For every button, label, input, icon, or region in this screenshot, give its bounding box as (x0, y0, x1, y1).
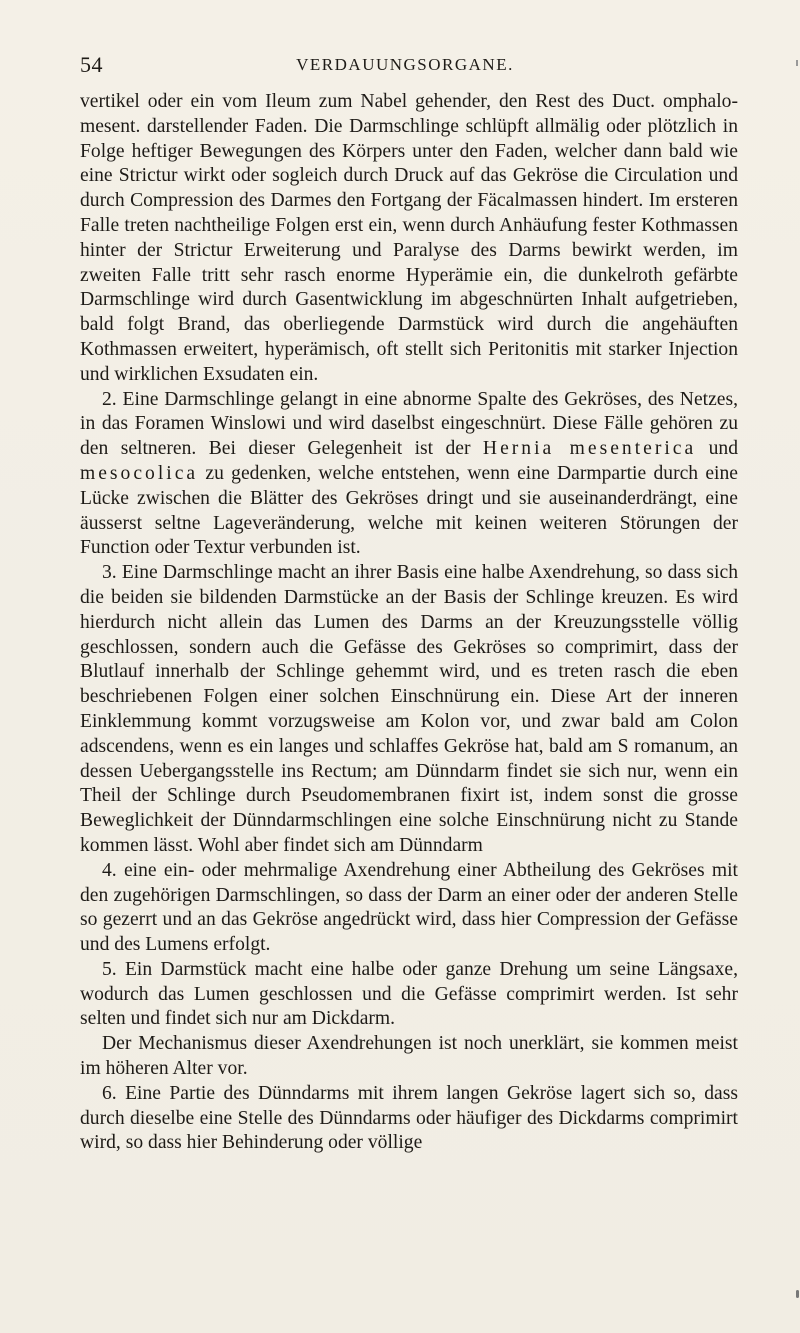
scan-speck (796, 1290, 799, 1298)
text-run: 3. Eine Darmschlinge macht an ihrer Basis eine halbe Axendrehung, so dass sich die beiden sie bildenden Darmstücke an der Basis der Schlinge kreuzen. Es wird hierdurch nicht allein das Lumen des Darms an der Kreuzungsstelle völlig geschlossen, sondern auch die Gefässe des Gekröses so comprimirt, dass der Blutlauf innerhalb der Schlinge gehemmt wird, und es treten rasch die eben beschriebenen Folgen einer solchen Einschnürung ein. Diese Art der inneren Einklemmung kommt vorzugsweise am Kolon vor, und zwar bald am Colon adscendens, wenn es ein langes und schlaffes Gekröse hat, bald am S romanum, an dessen Uebergangsstelle ins Rectum; am Dünndarm findet sie sich nur, wenn ein Theil der Schlinge durch Pseudomembranen fixirt ist, indem sonst die grosse Beweglichkeit der Dünndarmschlingen eine solche Einschnürung nicht zu Stande kommen lässt. Wohl aber findet sich am Dünndarm (80, 562, 738, 856)
text-run: zu gedenken, welche entstehen, wenn eine Darmpartie durch eine Lücke zwischen die Blätter des Gekröses dringt und sie auseinanderdrängt, eine äusserst seltne Lageveränderung, welche mit keinen weiteren Störungen der Function oder Textur verbunden ist. (80, 462, 738, 559)
running-head: VERDAUUNGSORGANE. (296, 55, 514, 74)
text-run: vertikel oder ein vom Ileum zum Nabel gehender, den Rest des Duct. omphalo-mesent. darstellender Faden. Die Darmschlinge schlüpft allmälig oder plötzlich in Folge heftiger Bewegungen des Körpers unter den Faden, welcher dann bald wie eine Strictur wirkt oder sogleich durch Druck auf das Gekröse die Circulation und durch Compression des Darmes den Fortgang der Fäcalmassen hindert. Im ersteren Falle treten nachtheilige Folgen erst ein, wenn durch Anhäufung fester Kothmassen hinter der Strictur Erweiterung und Paralyse des Darms bewirkt werden, im zweiten Falle tritt sehr rasch enorme Hyperämie ein, die dunkelroth gefärbte Darmschlinge wird durch Gasentwicklung im abgeschnürten Inhalt aufgetrieben, bald folgt Brand, das oberliegende Darmstück wird durch die angehäuften Kothmassen erweitert, hyperämisch, oft stellt sich Peritonitis mit starker Injection und wirklichen Exsudaten ein. (80, 91, 738, 385)
page-header (80, 52, 730, 82)
paragraph-item-5 (80, 958, 738, 1032)
paragraph-continuation (80, 90, 738, 388)
spaced-term-mesocolica: mesocolica (80, 462, 199, 484)
spaced-term-hernia-mesenterica: Hernia mesenterica (482, 438, 697, 460)
text-run: 5. Ein Darmstück macht eine halbe oder ganze Drehung um seine Längsaxe, wodurch das Lumen geschlossen und die Gefässe comprimirt werden. Ist sehr selten und findet sich nur am Dickdarm. (80, 958, 738, 1030)
text-run: 6. Eine Partie des Dünndarms mit ihrem langen Gekröse lagert sich so, dass durch dieselbe eine Stelle des Dünndarms oder häufiger des Dickdarms comprimirt wird, so dass hier Behinderung oder völlige (80, 1082, 738, 1154)
scan-speck (796, 60, 798, 66)
text-run: 4. eine ein- oder mehrmalige Axendrehung einer Abtheilung des Gekröses mit den zugehörigen Darmschlingen, so dass der Darm an einer oder der anderen Stelle so gezerrt und an das Gekröse angedrückt wird, dass hier Compression der Gefässe und des Lumens erfolgt. (80, 859, 738, 956)
paragraph-item-2 (80, 388, 738, 562)
paragraph-item-4 (80, 859, 738, 958)
text-run: und (696, 438, 738, 460)
paragraph-item-6 (80, 1082, 738, 1156)
body-text (80, 90, 738, 1156)
text-run: Der Mechanismus dieser Axendrehungen ist noch unerklärt, sie kommen meist im höheren Alter vor. (80, 1033, 738, 1080)
paragraph-mechanism-note (80, 1032, 738, 1082)
paragraph-item-3 (80, 561, 738, 859)
page-number: 54 (80, 52, 103, 77)
text-run: 2. Eine Darmschlinge gelangt in eine abnorme Spalte des Gekröses, des Netzes, in das Foramen Winslowi und wird daselbst eingeschnürt. Diese Fälle gehören zu den seltneren. Bei dieser Gelegenheit ist der (80, 388, 738, 460)
